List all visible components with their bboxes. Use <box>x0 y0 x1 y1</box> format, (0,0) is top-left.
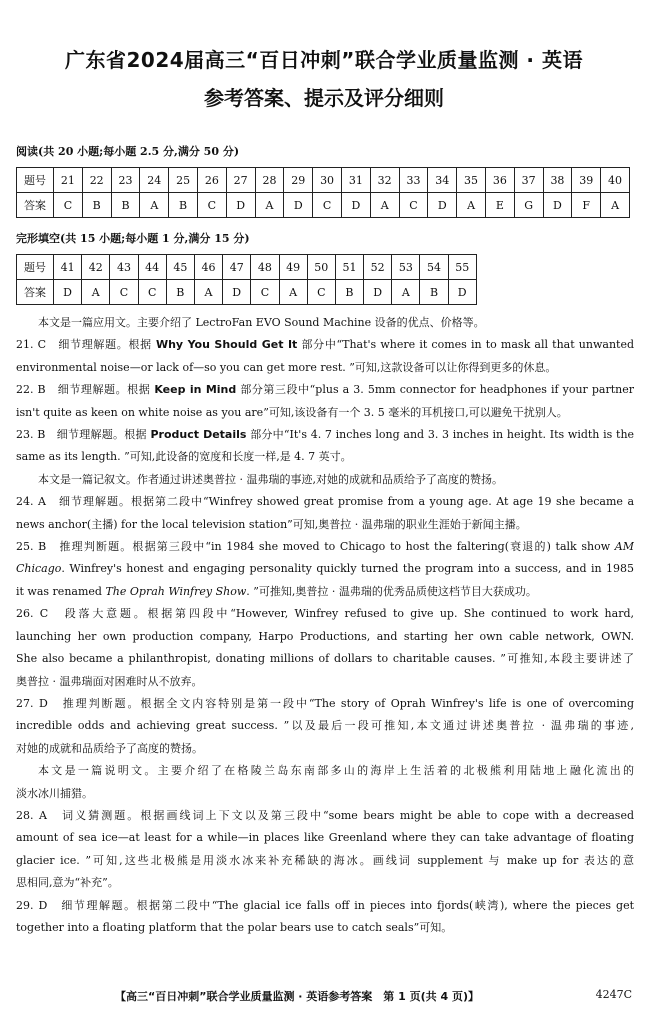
question-number-cell: 30 <box>313 168 342 193</box>
answer-cell: A <box>194 280 222 305</box>
q21-text: 21. C 细节理解题。根据 <box>16 338 152 352</box>
answer-cell: A <box>82 280 110 305</box>
question-number-cell: 26 <box>197 168 226 193</box>
q22-bold: Keep in Mind <box>154 383 237 397</box>
answer-cell: B <box>82 193 111 218</box>
q22-line <box>16 379 634 401</box>
q21-line <box>16 334 634 356</box>
answer-cell: A <box>140 193 169 218</box>
question-number-cell: 55 <box>448 255 476 280</box>
answer-cell: A <box>457 193 486 218</box>
question-number-cell: 41 <box>54 255 82 280</box>
answer-cell: C <box>54 193 83 218</box>
answer-cell: C <box>197 193 226 218</box>
row-header-number: 题号 <box>17 168 54 193</box>
q27-line: 对她的成就和品质给予了高度的赞扬。 <box>16 741 203 755</box>
explanations <box>16 312 634 939</box>
row-header-answer: 答案 <box>17 280 54 305</box>
q21-text: 部分中“That's where it comes in to mask all that unwanted <box>301 338 634 352</box>
question-number-cell: 39 <box>572 168 601 193</box>
question-number-cell: 37 <box>514 168 543 193</box>
q25-italic: AM <box>614 540 634 554</box>
question-number-cell: 50 <box>307 255 335 280</box>
answer-cell: D <box>543 193 572 218</box>
passage-b-intro: 本文是一篇记叙文。作者通过讲述奥普拉 · 温弗瑞的事迹,对她的成就和品质给予了高度的赞扬。 <box>38 472 503 486</box>
answer-cell: D <box>226 193 255 218</box>
q23-bold: Product Details <box>150 428 247 442</box>
question-number-cell: 38 <box>543 168 572 193</box>
page-subtitle: 参考答案、提示及评分细则 <box>204 86 444 110</box>
q28-line: glacier ice. ”可知,这些北极熊是用淡水冰来补充稀缺的海冰。画线词 supplement 与 make up for 表达的意 <box>16 853 634 867</box>
q25-line <box>16 536 634 558</box>
question-number-cell: 45 <box>166 255 194 280</box>
question-number-cell: 48 <box>251 255 279 280</box>
q21-bold: Why You Should Get It <box>155 338 298 352</box>
answer-cell: D <box>364 280 392 305</box>
q25-italic: The Oprah Winfrey Show <box>105 584 247 598</box>
question-number-cell: 43 <box>110 255 138 280</box>
answer-cell: B <box>166 280 194 305</box>
answer-cell: A <box>601 193 630 218</box>
question-number-cell: 42 <box>82 255 110 280</box>
q29-line: 29. D 细节理解题。根据第二段中“The glacial ice falls off in pieces into fjords(峡湾), where the pieces get <box>16 898 634 912</box>
q25-text: . ”可推知,奥普拉 · 温弗瑞的优秀品质使这档节目大获成功。 <box>246 584 537 598</box>
passage-c-intro: 本文是一篇说明文。主要介绍了在格陵兰岛东南部多山的海岸上生活着的北极熊利用陆地上融化流出的 <box>38 764 634 778</box>
answer-cell: B <box>111 193 140 218</box>
page-title: 广东省2024届高三“百日冲刺”联合学业质量监测 · 英语 <box>65 48 583 72</box>
q26-line: launching her own production company, Harpo Productions, and starting her own cable network, OWN. <box>16 629 634 643</box>
q26-line: She also became a philanthropist, donating millions of dollars to charitable causes. ”可推知,本段主要讲述了 <box>16 652 634 666</box>
question-number-cell: 40 <box>601 168 630 193</box>
question-number-cell: 52 <box>364 255 392 280</box>
question-number-cell: 51 <box>335 255 363 280</box>
q27-line: incredible odds and achieving great success. ”以及最后一段可推知,本文通过讲述奥普拉 · 温弗瑞的事迹, <box>16 719 634 733</box>
q22-text: 部分第三段中“plus a 3. 5mm connector for headphones if your partner <box>240 383 634 397</box>
question-number-cell: 24 <box>140 168 169 193</box>
cloze-number-row <box>17 255 477 280</box>
answer-cell: B <box>335 280 363 305</box>
q23-text: 23. B 细节理解题。根据 <box>16 428 147 442</box>
row-header-number: 题号 <box>17 255 54 280</box>
question-number-cell: 22 <box>82 168 111 193</box>
question-number-cell: 49 <box>279 255 307 280</box>
passage-a-intro: 本文是一篇应用文。主要介绍了 LectroFan EVO Sound Machine 设备的优点、价格等。 <box>38 316 485 329</box>
q22-line: isn't quite as keen on white noise as you are”可知,该设备有一个 3. 5 毫米的耳机接口,可以避免干扰别人。 <box>16 405 568 419</box>
reading-answer-table <box>16 167 630 218</box>
q25-italic: Chicago <box>16 562 62 576</box>
answer-cell: C <box>307 280 335 305</box>
question-number-cell: 34 <box>428 168 457 193</box>
question-number-cell: 29 <box>284 168 313 193</box>
answer-cell: C <box>138 280 166 305</box>
cloze-answer-row <box>17 280 477 305</box>
q24-line: news anchor(主播) for the local television station”可知,奥普拉 · 温弗瑞的职业生涯始于新闻主播。 <box>16 517 527 531</box>
answer-cell: D <box>284 193 313 218</box>
answer-cell: C <box>313 193 342 218</box>
question-number-cell: 23 <box>111 168 140 193</box>
question-number-cell: 25 <box>169 168 198 193</box>
answer-cell: D <box>54 280 82 305</box>
answer-cell: A <box>392 280 420 305</box>
q28-line: 思相同,意为“补充”。 <box>16 876 119 890</box>
q26-line: 奥普拉 · 温弗瑞面对困难时从不放弃。 <box>16 674 203 688</box>
row-header-answer: 答案 <box>17 193 54 218</box>
answer-cell: A <box>279 280 307 305</box>
answer-cell: C <box>110 280 138 305</box>
question-number-cell: 32 <box>370 168 399 193</box>
question-number-cell: 46 <box>194 255 222 280</box>
answer-cell: C <box>399 193 428 218</box>
q28-line: 28. A 词义猜测题。根据画线词上下文以及第三段中“some bears might be able to cope with a decreased <box>16 808 634 822</box>
q21-line: environmental noise—or lack of—so you can get more rest. ”可知,这款设备可以让你得到更多的休息。 <box>16 360 557 374</box>
passage-c-intro: 淡水冰川捕猎。 <box>16 786 93 800</box>
answer-cell: A <box>255 193 284 218</box>
q29-line: together into a floating platform that the polar bears use to catch seals”可知。 <box>16 920 453 934</box>
q25-text: . Winfrey's honest and engaging personality quickly turned the program into a success, and in 1985 <box>61 562 634 576</box>
q25-text: 25. B 推理判断题。根据第三段中“in 1984 she moved to Chicago to host the faltering(衰退的) talk show <box>16 540 611 554</box>
answer-cell: D <box>223 280 251 305</box>
q23-line: same as its length. ”可知,此设备的宽度和长度一样,是 4. 7 英寸。 <box>16 450 352 464</box>
q23-line <box>16 424 634 446</box>
answer-cell: C <box>251 280 279 305</box>
q25-text: it was renamed <box>16 584 102 598</box>
footer-text: 【高三“百日冲刺”联合学业质量监测 · 英语参考答案 第 1 页(共 4 页)】 <box>115 990 479 1003</box>
question-number-cell: 54 <box>420 255 448 280</box>
q28-line: amount of sea ice—at least for a while—in places like Greenland where they can take advantage of floating <box>16 831 634 845</box>
question-number-cell: 47 <box>223 255 251 280</box>
cloze-section-label: 完形填空(共 15 小题;每小题 1 分,满分 15 分) <box>16 232 250 245</box>
question-number-cell: 31 <box>341 168 370 193</box>
question-number-cell: 44 <box>138 255 166 280</box>
q25-line <box>16 581 634 603</box>
answer-cell: B <box>169 193 198 218</box>
reading-number-row <box>17 168 630 193</box>
answer-cell: A <box>370 193 399 218</box>
footer-code: 4247C <box>595 988 632 1001</box>
q23-text: 部分中“It's 4. 7 inches long and 3. 3 inches in height. Its width is the <box>250 428 634 442</box>
q24-line: 24. A 细节理解题。根据第二段中“Winfrey showed great promise from a young age. At age 19 she became a <box>16 495 634 509</box>
answer-cell: D <box>341 193 370 218</box>
question-number-cell: 53 <box>392 255 420 280</box>
question-number-cell: 27 <box>226 168 255 193</box>
question-number-cell: 21 <box>54 168 83 193</box>
q27-line: 27. D 推理判断题。根据全文内容特别是第一段中“The story of Oprah Winfrey's life is one of overcoming <box>16 696 634 710</box>
answer-cell: F <box>572 193 601 218</box>
reading-answer-row <box>17 193 630 218</box>
question-number-cell: 35 <box>457 168 486 193</box>
answer-cell: G <box>514 193 543 218</box>
answer-cell: D <box>428 193 457 218</box>
answer-cell: E <box>485 193 514 218</box>
q26-line: 26. C 段落大意题。根据第四段中“However, Winfrey refused to give up. She continued to work hard, <box>16 607 634 621</box>
question-number-cell: 36 <box>485 168 514 193</box>
question-number-cell: 33 <box>399 168 428 193</box>
answer-cell: B <box>420 280 448 305</box>
q25-line <box>16 558 634 580</box>
answer-cell: D <box>448 280 476 305</box>
q22-text: 22. B 细节理解题。根据 <box>16 383 151 397</box>
reading-section-label: 阅读(共 20 小题;每小题 2.5 分,满分 50 分) <box>16 145 240 158</box>
question-number-cell: 28 <box>255 168 284 193</box>
cloze-answer-table <box>16 254 477 305</box>
